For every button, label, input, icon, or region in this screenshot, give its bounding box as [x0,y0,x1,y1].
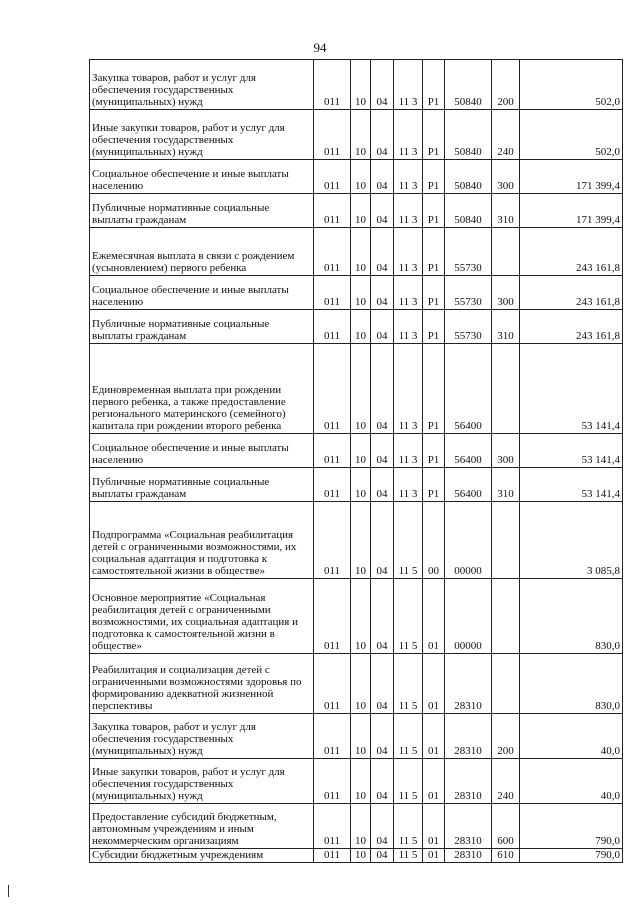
subprogram-code: 01 [423,759,445,804]
ministry-code: 011 [314,468,351,502]
ministry-code: 011 [314,228,351,276]
ministry-code: 011 [314,344,351,434]
program-code: 11 5 [394,804,423,849]
direction-code: 55730 [445,310,492,344]
ministry-code: 011 [314,310,351,344]
item-name: Публичные нормативные социальные выплаты гражданам [90,194,314,228]
amount: 830,0 [520,579,623,654]
ministry-code: 011 [314,276,351,310]
item-name: Реабилитация и социализация детей с ограниченными возможностями здоровья по формированию адекватной жизненной перспективы [90,654,314,714]
section-code: 10 [351,310,371,344]
subsection-code: 04 [371,579,394,654]
program-code: 11 3 [394,228,423,276]
subprogram-code: P1 [423,310,445,344]
expense-type-code [492,502,520,579]
subsection-code: 04 [371,759,394,804]
direction-code: 55730 [445,228,492,276]
direction-code: 55730 [445,276,492,310]
subprogram-code: P1 [423,434,445,468]
item-name: Единовременная выплата при рождении первого ребенка, а также предоставление регионального материнского (семейного) капитала при рождении второго ребенка [90,344,314,434]
program-code: 11 3 [394,276,423,310]
section-code: 10 [351,194,371,228]
subsection-code: 04 [371,228,394,276]
section-code: 10 [351,759,371,804]
item-name: Субсидии бюджетным учреждениям [90,849,314,863]
subprogram-code: P1 [423,228,445,276]
amount: 171 399,4 [520,194,623,228]
direction-code: 56400 [445,344,492,434]
ministry-code: 011 [314,110,351,160]
direction-code: 50840 [445,194,492,228]
subsection-code: 04 [371,310,394,344]
item-name: Социальное обеспечение и иные выплаты населению [90,160,314,194]
ministry-code: 011 [314,654,351,714]
direction-code: 00000 [445,502,492,579]
subsection-code: 04 [371,434,394,468]
program-code: 11 5 [394,654,423,714]
section-code: 10 [351,344,371,434]
item-name: Иные закупки товаров, работ и услуг для обеспечения государственных (муниципальных) нужд [90,759,314,804]
direction-code: 56400 [445,434,492,468]
table-row [90,654,623,714]
subprogram-code: P1 [423,276,445,310]
program-code: 11 3 [394,60,423,110]
expense-type-code: 310 [492,310,520,344]
section-code: 10 [351,714,371,759]
direction-code: 28310 [445,654,492,714]
program-code: 11 3 [394,194,423,228]
direction-code: 50840 [445,60,492,110]
subprogram-code: P1 [423,468,445,502]
program-code: 11 3 [394,344,423,434]
direction-code: 50840 [445,160,492,194]
section-code: 10 [351,110,371,160]
table-row [90,714,623,759]
subsection-code: 04 [371,276,394,310]
section-code: 10 [351,468,371,502]
subsection-code: 04 [371,654,394,714]
expense-type-code [492,654,520,714]
subprogram-code: P1 [423,344,445,434]
item-name: Подпрограмма «Социальная реабилитация детей с ограниченными возможностями, их социальная адаптация и подготовка к самостоятельной жизни в обществе» [90,502,314,579]
amount: 502,0 [520,60,623,110]
subsection-code: 04 [371,60,394,110]
table-row [90,579,623,654]
amount: 830,0 [520,654,623,714]
table-row [90,344,623,434]
table-row [90,434,623,468]
expense-type-code: 300 [492,276,520,310]
ministry-code: 011 [314,160,351,194]
program-code: 11 3 [394,110,423,160]
subsection-code: 04 [371,194,394,228]
amount: 790,0 [520,849,623,863]
amount: 53 141,4 [520,434,623,468]
item-name: Социальное обеспечение и иные выплаты населению [90,276,314,310]
ministry-code: 011 [314,804,351,849]
expense-type-code: 310 [492,194,520,228]
subprogram-code: P1 [423,60,445,110]
direction-code: 50840 [445,110,492,160]
section-code: 10 [351,579,371,654]
expense-type-code: 300 [492,434,520,468]
program-code: 11 5 [394,502,423,579]
subprogram-code: 01 [423,804,445,849]
amount: 243 161,8 [520,276,623,310]
section-code: 10 [351,849,371,863]
expense-type-code: 200 [492,60,520,110]
direction-code: 28310 [445,804,492,849]
section-code: 10 [351,502,371,579]
amount: 502,0 [520,110,623,160]
amount: 53 141,4 [520,468,623,502]
table-row [90,110,623,160]
item-name: Ежемесячная выплата в связи с рождением (усыновлением) первого ребенка [90,228,314,276]
subsection-code: 04 [371,714,394,759]
direction-code: 28310 [445,714,492,759]
program-code: 11 5 [394,714,423,759]
expense-type-code: 200 [492,714,520,759]
table-row [90,310,623,344]
amount: 790,0 [520,804,623,849]
subprogram-code: 01 [423,654,445,714]
item-name: Иные закупки товаров, работ и услуг для обеспечения государственных (муниципальных) нужд [90,110,314,160]
subsection-code: 04 [371,160,394,194]
direction-code: 28310 [445,849,492,863]
program-code: 11 3 [394,468,423,502]
table-row [90,228,623,276]
program-code: 11 5 [394,849,423,863]
expense-type-code: 310 [492,468,520,502]
subsection-code: 04 [371,344,394,434]
section-code: 10 [351,434,371,468]
subsection-code: 04 [371,468,394,502]
ministry-code: 011 [314,434,351,468]
amount: 40,0 [520,714,623,759]
budget-table [89,59,623,863]
ministry-code: 011 [314,849,351,863]
section-code: 10 [351,228,371,276]
table-row [90,804,623,849]
subprogram-code: P1 [423,110,445,160]
direction-code: 28310 [445,759,492,804]
program-code: 11 3 [394,160,423,194]
ministry-code: 011 [314,714,351,759]
item-name: Закупка товаров, работ и услуг для обеспечения государственных (муниципальных) нужд [90,60,314,110]
subprogram-code: P1 [423,160,445,194]
amount: 243 161,8 [520,228,623,276]
table-row [90,468,623,502]
ministry-code: 011 [314,579,351,654]
section-code: 10 [351,276,371,310]
ministry-code: 011 [314,60,351,110]
budget-table-body [90,60,623,863]
expense-type-code: 240 [492,110,520,160]
subprogram-code: 00 [423,502,445,579]
program-code: 11 5 [394,579,423,654]
table-row [90,759,623,804]
table-row [90,160,623,194]
subsection-code: 04 [371,849,394,863]
subprogram-code: 01 [423,579,445,654]
amount: 40,0 [520,759,623,804]
table-row [90,194,623,228]
subprogram-code: P1 [423,194,445,228]
section-code: 10 [351,160,371,194]
expense-type-code [492,344,520,434]
scan-edge-mark [8,885,9,897]
section-code: 10 [351,804,371,849]
expense-type-code: 300 [492,160,520,194]
expense-type-code [492,228,520,276]
amount: 171 399,4 [520,160,623,194]
subsection-code: 04 [371,110,394,160]
program-code: 11 5 [394,759,423,804]
subprogram-code: 01 [423,849,445,863]
subsection-code: 04 [371,804,394,849]
item-name: Социальное обеспечение и иные выплаты населению [90,434,314,468]
amount: 3 085,8 [520,502,623,579]
amount: 243 161,8 [520,310,623,344]
item-name: Публичные нормативные социальные выплаты гражданам [90,310,314,344]
table-row [90,849,623,863]
program-code: 11 3 [394,434,423,468]
ministry-code: 011 [314,502,351,579]
table-row [90,276,623,310]
expense-type-code: 240 [492,759,520,804]
table-row [90,60,623,110]
section-code: 10 [351,60,371,110]
ministry-code: 011 [314,759,351,804]
item-name: Предоставление субсидий бюджетным, автономным учреждениям и иным некоммерческим организациям [90,804,314,849]
expense-type-code [492,579,520,654]
direction-code: 00000 [445,579,492,654]
subprogram-code: 01 [423,714,445,759]
item-name: Основное мероприятие «Социальная реабилитация детей с ограниченными возможностями, их социальная адаптация и подготовка к самостоятельной жизни в обществе» [90,579,314,654]
page-number: 94 [313,40,327,55]
section-code: 10 [351,654,371,714]
expense-type-code: 610 [492,849,520,863]
ministry-code: 011 [314,194,351,228]
amount: 53 141,4 [520,344,623,434]
program-code: 11 3 [394,310,423,344]
item-name: Публичные нормативные социальные выплаты гражданам [90,468,314,502]
item-name: Закупка товаров, работ и услуг для обеспечения государственных (муниципальных) нужд [90,714,314,759]
table-row [90,502,623,579]
subsection-code: 04 [371,502,394,579]
direction-code: 56400 [445,468,492,502]
expense-type-code: 600 [492,804,520,849]
